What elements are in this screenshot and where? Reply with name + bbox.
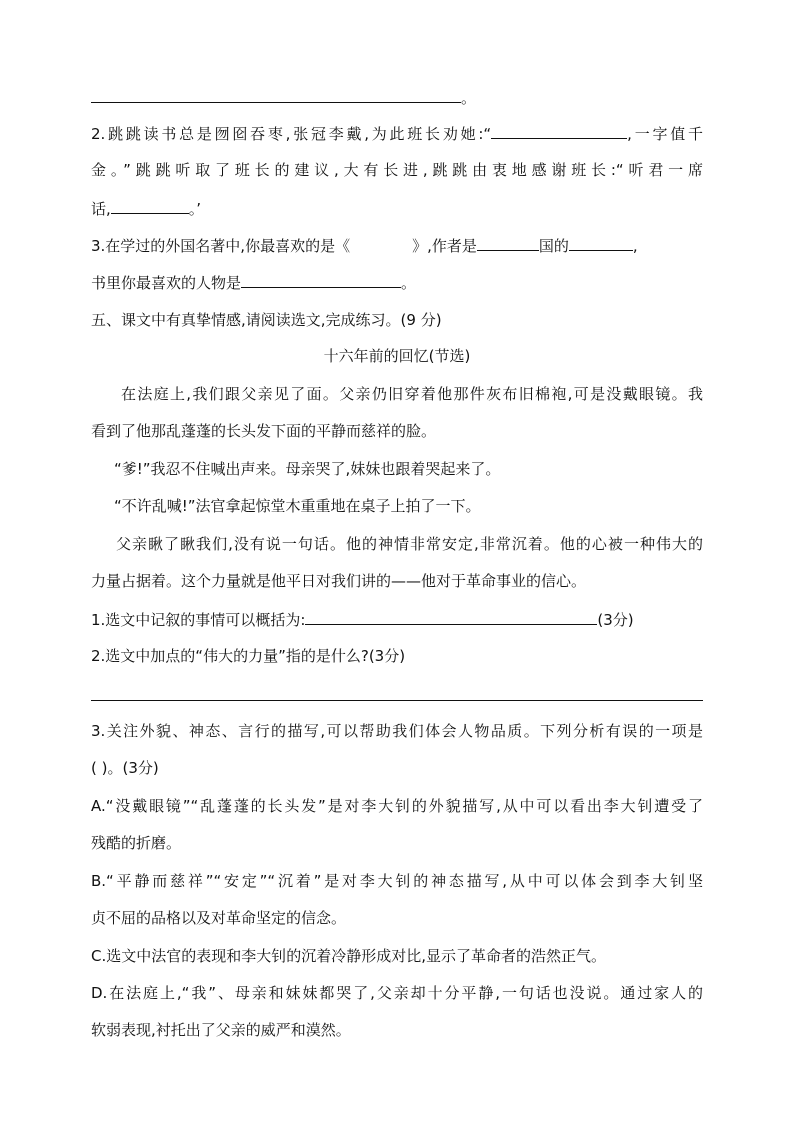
passage-p4-line-2: 力量占据着。这个力量就是他平日对我们讲的——他对于革命事业的信心。 — [91, 572, 587, 590]
subquestion-2: 2.选文中加点的“伟大的力量”指的是什么?(3分) — [91, 647, 406, 665]
passage-p2: “爹!”我忍不住喊出声来。母亲哭了,妹妹也跟着哭起来了。 — [114, 460, 501, 478]
passage-p4-line-1: 父亲瞅了瞅我们,没有说一句话。他的神情非常安定,非常沉着。他的心被一种伟大的 — [116, 535, 703, 553]
blank-underline[interactable] — [111, 197, 189, 214]
question-2-line-2: 金。”跳跳听取了班长的建议,大有长进,跳跳由衷地感谢班长:“听君一席 — [91, 161, 703, 179]
option-d-line-2: 软弱表现,衬托出了父亲的威严和漠然。 — [91, 1021, 351, 1039]
passage-title: 十六年前的回忆(节选) — [323, 347, 471, 365]
blank-underline[interactable] — [491, 122, 627, 139]
subquestion-3-line-2: ( )。(3分) — [91, 759, 159, 777]
option-b-line-1: B.“平静而慈祥”“安定”“沉着”是对李大钊的神态描写,从中可以体会到李大钊坚 — [91, 872, 703, 890]
question-3-line-2: 书里你最喜欢的人物是 。 — [91, 271, 703, 293]
section-5-heading: 五、课文中有真挚情感,请阅读选文,完成练习。(9 分) — [91, 311, 442, 329]
blank-underline[interactable] — [305, 608, 597, 625]
option-a-line-2: 残酷的折磨。 — [91, 834, 182, 852]
subquestion-1: 1.选文中记叙的事情可以概括为: (3分) — [91, 608, 703, 630]
passage-p1-line-1: 在法庭上,我们跟父亲见了面。父亲仍旧穿着他那件灰布旧棉袍,可是没戴眼镜。我 — [121, 385, 703, 403]
option-d-line-1: D.在法庭上,“我”、母亲和妹妹都哭了,父亲却十分平静,一句话也没说。通过家人的 — [91, 984, 703, 1002]
blank-underline[interactable] — [477, 234, 539, 251]
blank-underline[interactable] — [569, 234, 633, 251]
question-2-line-1: 2.跳跳读书总是囫囵吞枣,张冠李戴,为此班长劝她:“ ,一字值千 — [91, 122, 703, 144]
blank-underline[interactable] — [91, 86, 461, 103]
question-2-line-3: 话, 。’ — [91, 197, 703, 219]
passage-p1-line-2: 看到了他那乱蓬蓬的长头发下面的平静而慈祥的脸。 — [91, 422, 437, 440]
subquestion-3-line-1: 3.关注外貌、神态、言行的描写,可以帮助我们体会人物品质。下列分析有误的一项是 — [91, 722, 703, 740]
blank-underline[interactable] — [241, 271, 401, 288]
option-b-line-2: 贞不屈的品格以及对革命坚定的信念。 — [91, 909, 347, 927]
option-a-line-1: A.“没戴眼镜”“乱蓬蓬的长头发”是对李大钊的外貌描写,从中可以看出李大钊遭受了 — [91, 797, 703, 815]
passage-p3: “不许乱喊!”法官拿起惊堂木重重地在桌子上拍了一下。 — [114, 497, 481, 515]
answer-line-top: 。 — [91, 86, 703, 108]
option-c: C.选文中法官的表现和李大钊的沉着冷静形成对比,显示了革命者的浩然正气。 — [91, 947, 607, 965]
answer-rule[interactable] — [91, 700, 703, 701]
question-3-line-1: 3.在学过的外国名著中,你最喜欢的是《 》,作者是 国的 , — [91, 234, 703, 256]
